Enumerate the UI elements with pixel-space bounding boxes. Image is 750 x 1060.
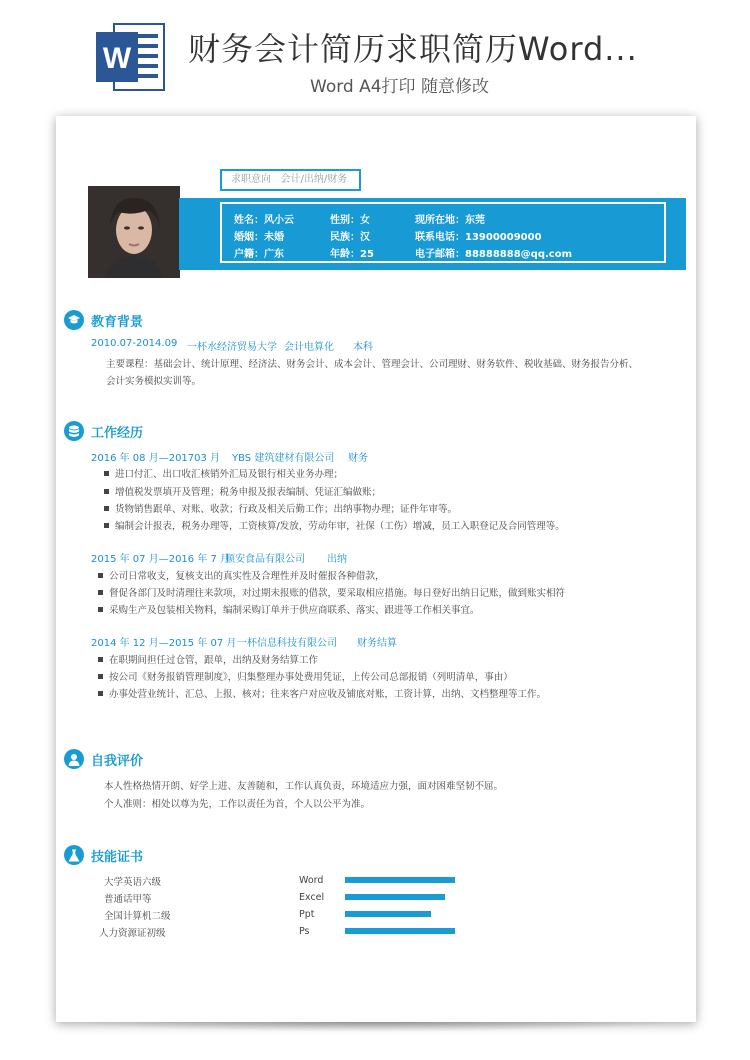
skill-level-bar (345, 877, 455, 883)
job-duty-item: 督促各部门及时清理往来款项，对过期未报账的借款，要采取相应措施。每日登好出纳日记账，做到账实相符 (98, 585, 565, 599)
info-marital: 婚姻：未婚 (234, 232, 284, 243)
word-document-icon (96, 22, 166, 92)
info-email: 电子邮箱：88888888@qq.com (415, 249, 572, 260)
personal-info-frame (220, 202, 666, 263)
flask-icon (64, 845, 84, 865)
job-intent-value: 会计/出纳/财务 (280, 174, 348, 185)
cert-item: 普通话甲等 (104, 894, 152, 905)
job-company: 顺安食品有限公司 (225, 554, 305, 565)
person-icon (64, 749, 84, 769)
graduation-cap-icon (64, 310, 84, 330)
info-gender: 性别：女 (330, 215, 370, 226)
job-duty-item: 货物销售跟单、对账、收款；行政及相关后勤工作；出纳事物办理；证件年审等。 (104, 501, 457, 515)
work-title: 工作经历 (91, 425, 144, 441)
cert-item: 人力资源证初级 (99, 928, 166, 939)
skill-level-bar (345, 894, 445, 900)
self-eval-line2: 个人准则：相处以尊为先，工作以责任为首，个人以公平为准。 (104, 799, 371, 810)
work-section-header (64, 421, 143, 441)
profile-photo (88, 186, 180, 278)
software-name: Ppt (299, 909, 315, 920)
job-role: 财务 (348, 453, 368, 464)
self-eval-line1: 本人性格热情开朗、好学上进、友善随和，工作认真负责，环境适应力强，面对困难坚韧不屈。 (104, 781, 504, 792)
job-period: 2015 年 07 月—2016 年 7 月 (91, 554, 231, 565)
info-name: 姓名：风小云 (234, 215, 294, 226)
education-school: 一杯水经济贸易大学 (187, 342, 277, 353)
education-courses-line1: 主要课程：基础会计、统计原理、经济法、财务会计、成本会计、管理会计、公司理财、财务软件、税收基础、财务报告分析、 (106, 359, 639, 370)
job-role: 出纳 (327, 554, 347, 565)
job-period: 2016 年 08 月—201703 月 (91, 453, 221, 464)
skill-level-bar (345, 928, 455, 934)
job-duty-item: 采购生产及包装相关物料，编制采购订单并于供应商联系、落实、跟进等工作相关事宜。 (98, 602, 480, 616)
info-ethnicity: 民族：汉 (330, 232, 370, 243)
education-period: 2010.07-2014.09 (91, 338, 178, 349)
document-header (0, 0, 750, 108)
document-subtitle: Word A4打印 随意修改 (310, 77, 489, 97)
education-major: 会计电算化 (284, 342, 334, 353)
job-duty-item: 增值税发票填开及管理；税务申报及报表编制、凭证汇编做账； (104, 484, 381, 498)
job-duty-item: 在职期间担任过仓管，跟单，出纳及财务结算工作 (98, 652, 318, 666)
job-duty-item: 按公司《财务报销管理制度》，归集整理办事处费用凭证，上传公司总部报销（列明清单，事由） (98, 669, 513, 683)
job-duty-item: 进口付汇、出口收汇核销外汇局及银行相关业务办理； (104, 466, 343, 480)
info-age: 年龄：25 (330, 249, 374, 260)
job-duty-item: 办事处营业统计、汇总、上报、核对；往来客户对应收及铺底对账，工资计算，出纳、文档整理等工作。 (98, 686, 546, 700)
job-role: 财务结算 (357, 638, 397, 649)
education-degree: 本科 (353, 342, 373, 353)
job-intent-box (220, 169, 361, 191)
info-phone: 联系电话：13900009000 (415, 232, 542, 243)
education-courses-line2: 会计实务模拟实训等。 (106, 376, 202, 387)
job-company: YBS 建筑建材有限公司 (232, 453, 335, 464)
skills-title: 技能证书 (91, 849, 144, 865)
self-eval-section-header (64, 749, 143, 769)
job-duty-item: 编制会计报表，税务办理等，工资核算/发放，劳动年审，社保（工伤）增减，员工入职登记及合同管理等。 (104, 518, 565, 532)
cert-item: 大学英语六级 (104, 877, 162, 888)
skill-level-bar (345, 911, 431, 917)
database-icon (64, 421, 84, 441)
education-title: 教育背景 (91, 314, 144, 330)
job-duty-item: 公司日常收支，复核支出的真实性及合理性并及时催报各种借款， (98, 568, 385, 582)
self-eval-title: 自我评价 (91, 753, 144, 769)
svg-text:W: W (102, 42, 132, 75)
document-title: 财务会计简历求职简历Word... (188, 30, 638, 68)
software-name: Ps (299, 926, 310, 937)
job-period: 2014 年 12 月—2015 年 07 月 (91, 638, 237, 649)
cert-item: 全国计算机二级 (104, 911, 171, 922)
skills-section-header (64, 845, 143, 865)
job-company: 一杯信息科技有限公司 (237, 638, 337, 649)
software-name: Excel (299, 892, 325, 903)
education-section-header (64, 310, 143, 330)
info-location: 现所在地：东莞 (415, 215, 485, 226)
personal-info-bar (179, 198, 686, 270)
job-intent-label: 求职意向 (231, 174, 271, 185)
info-hometown: 户籍：广东 (234, 249, 284, 260)
resume-page (56, 116, 696, 1022)
software-name: Word (299, 875, 324, 886)
